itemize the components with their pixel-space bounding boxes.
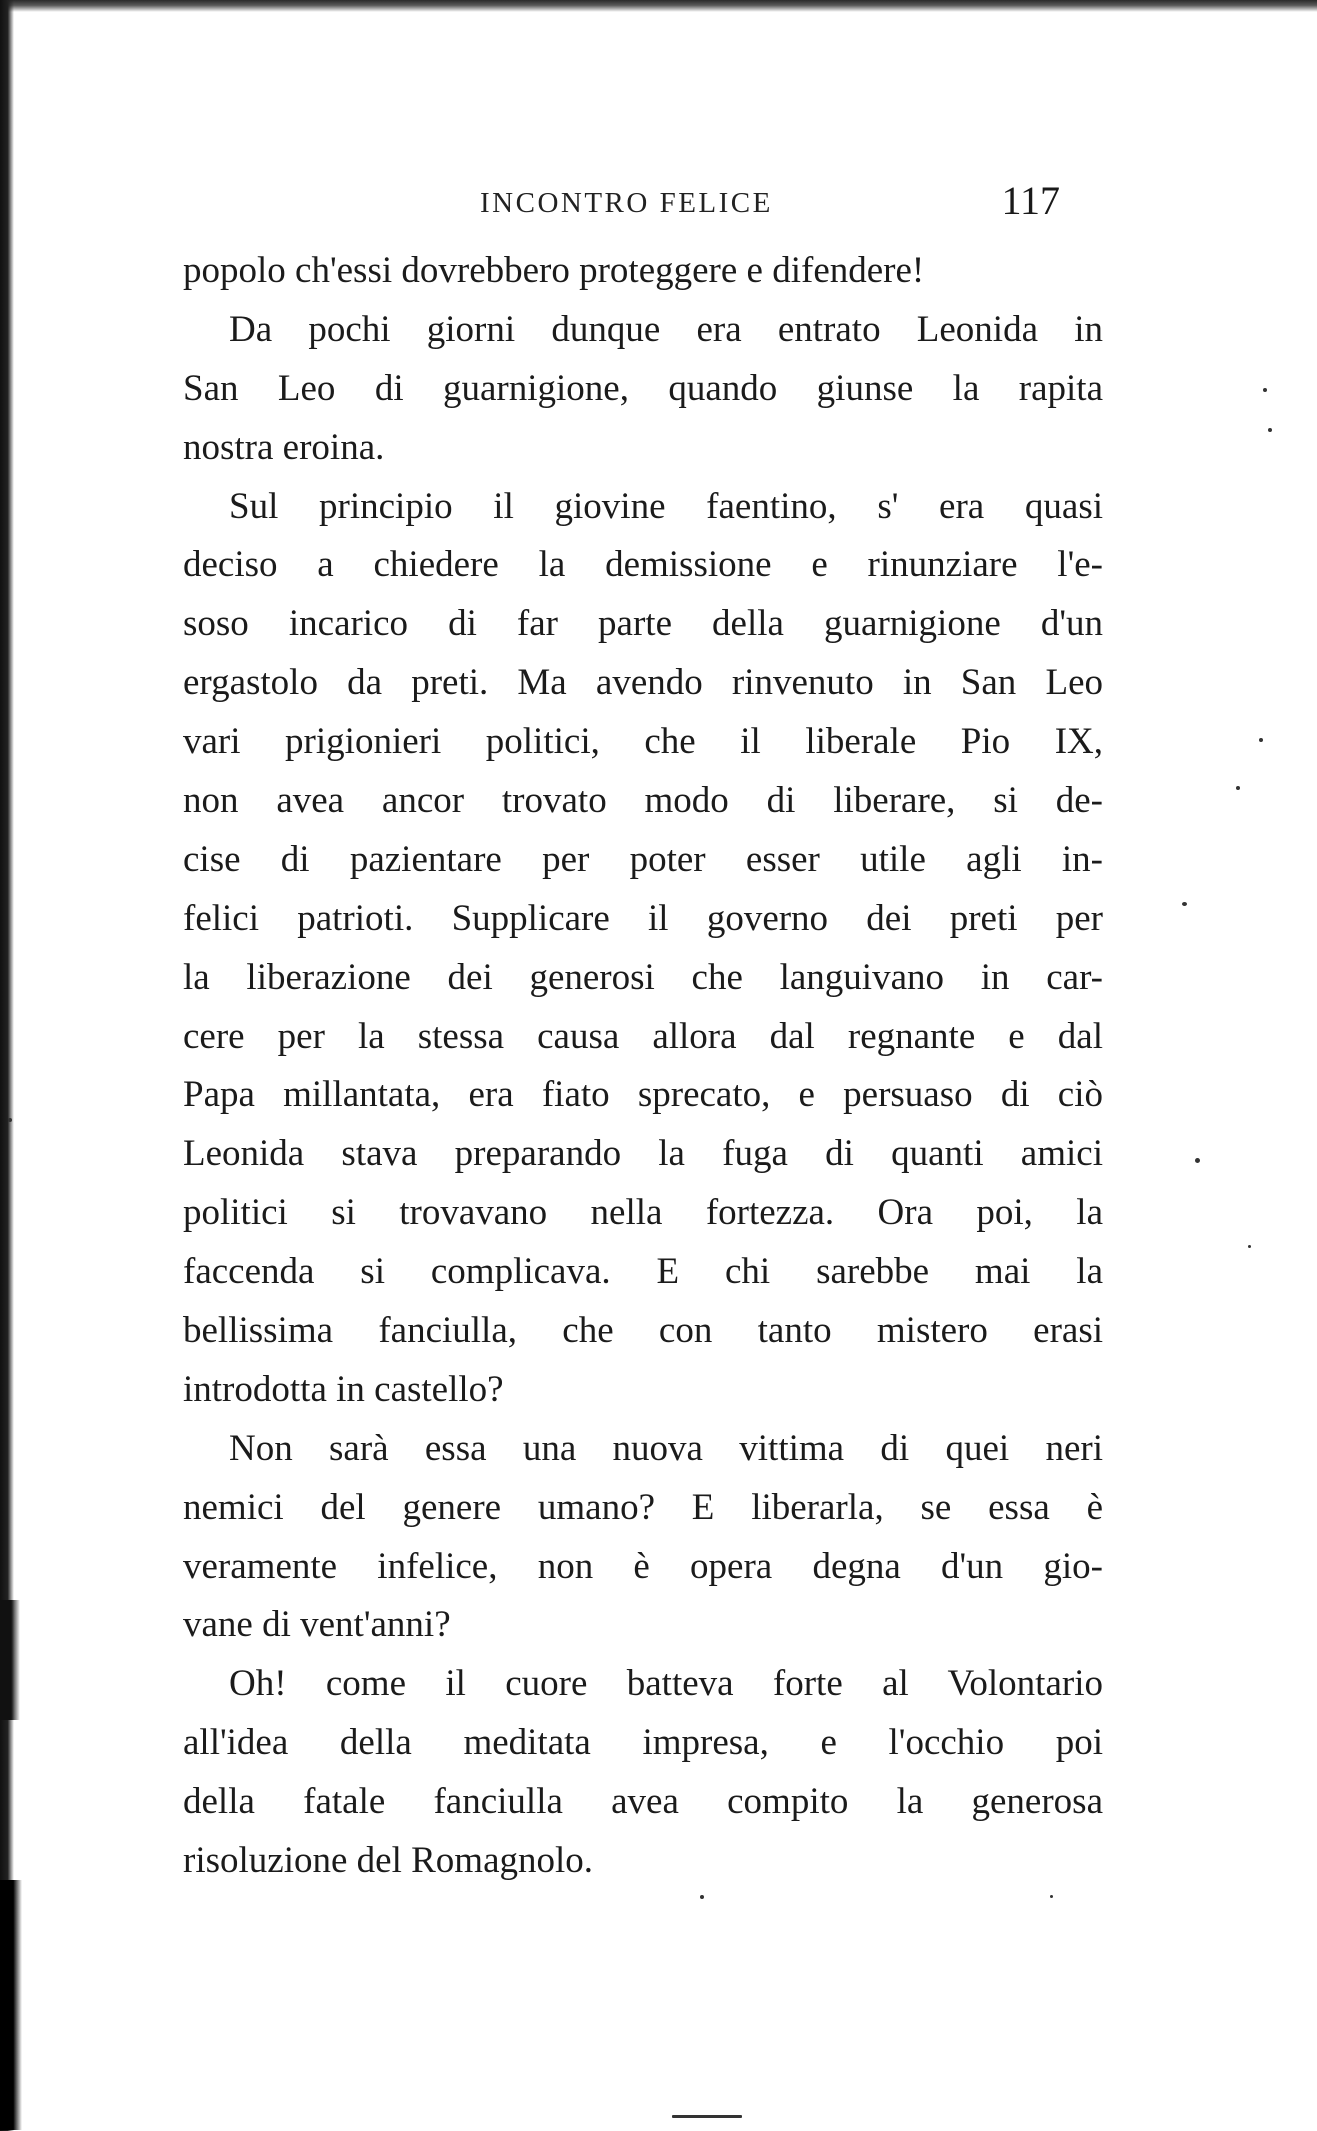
- text-line: Papa millantata, era fiato sprecato, e persuaso di ciò: [183, 1074, 1103, 1116]
- text-line: la liberazione dei generosi che languivano in car-: [183, 956, 1103, 998]
- text-line: della fatale fanciulla avea compito la generosa: [183, 1781, 1103, 1823]
- text-line: nostra eroina.: [183, 426, 385, 468]
- text-line: Leonida stava preparando la fuga di quanti amici: [183, 1133, 1103, 1175]
- scan-speck: [1263, 388, 1267, 392]
- page-header: [480, 178, 1100, 229]
- scan-speck: [1259, 738, 1263, 742]
- text-line: Da pochi giorni dunque era entrato Leonida in: [229, 308, 1103, 350]
- scan-speck: [1268, 428, 1272, 432]
- text-line: veramente infelice, non è opera degna d'un gio-: [183, 1545, 1103, 1587]
- text-line: popolo ch'essi dovrebbero proteggere e difendere!: [183, 250, 925, 291]
- text-line: cere per la stessa causa allora dal regnante e dal: [183, 1015, 1103, 1057]
- scan-speck: [1195, 1158, 1200, 1163]
- text-line: nemici del genere umano? E liberarla, se essa è: [183, 1486, 1103, 1528]
- text-line: Sul principio il giovine faentino, s' era quasi: [229, 485, 1103, 527]
- running-title: INCONTRO FELICE: [480, 187, 773, 219]
- text-line: San Leo di guarnigione, quando giunse la rapita: [183, 367, 1103, 409]
- text-line: politici si trovavano nella fortezza. Ora poi, la: [183, 1192, 1103, 1234]
- text-line: vari prigionieri politici, che il liberale Pio IX,: [183, 721, 1103, 763]
- scan-edge-shadow: [0, 1880, 22, 2130]
- scan-speck: [1050, 1895, 1053, 1898]
- text-line: bellissima fanciulla, che con tanto mistero erasi: [183, 1310, 1103, 1352]
- text-line: vane di vent'anni?: [183, 1604, 451, 1646]
- text-line: introdotta in castello?: [183, 1368, 504, 1410]
- scan-speck: [700, 1895, 704, 1899]
- text-line: soso incarico di far parte della guarnigione d'un: [183, 603, 1103, 645]
- text-line: faccenda si complicava. E chi sarebbe mai la: [183, 1251, 1103, 1293]
- text-line: non avea ancor trovato modo di liberare, si de-: [183, 780, 1103, 822]
- scan-speck: [1248, 1245, 1251, 1248]
- scan-speck: [1236, 786, 1240, 790]
- page-number: 117: [1001, 178, 1060, 223]
- scan-edge-shadow: [0, 1600, 20, 1720]
- scan-left-edge: [0, 0, 14, 2131]
- text-line: all'idea della meditata impresa, e l'occhio poi: [183, 1722, 1103, 1764]
- scan-speck: [672, 2115, 742, 2118]
- text-line: ergastolo da preti. Ma avendo rinvenuto in San Leo: [183, 662, 1103, 704]
- scan-speck: [1182, 902, 1187, 906]
- text-line: cise di pazientare per poter esser utile agli in-: [183, 838, 1103, 880]
- text-line: Oh! come il cuore batteva forte al Volontario: [229, 1663, 1103, 1705]
- scan-top-edge: [0, 0, 1317, 12]
- body-text: [183, 242, 1103, 1891]
- text-line: Non sarà essa una nuova vittima di quei neri: [229, 1427, 1103, 1469]
- text-line: deciso a chiedere la demissione e rinunziare l'e-: [183, 544, 1103, 586]
- text-line: risoluzione del Romagnolo.: [183, 1840, 594, 1882]
- scan-speck: [8, 1118, 12, 1122]
- text-line: felici patrioti. Supplicare il governo dei preti per: [183, 897, 1103, 939]
